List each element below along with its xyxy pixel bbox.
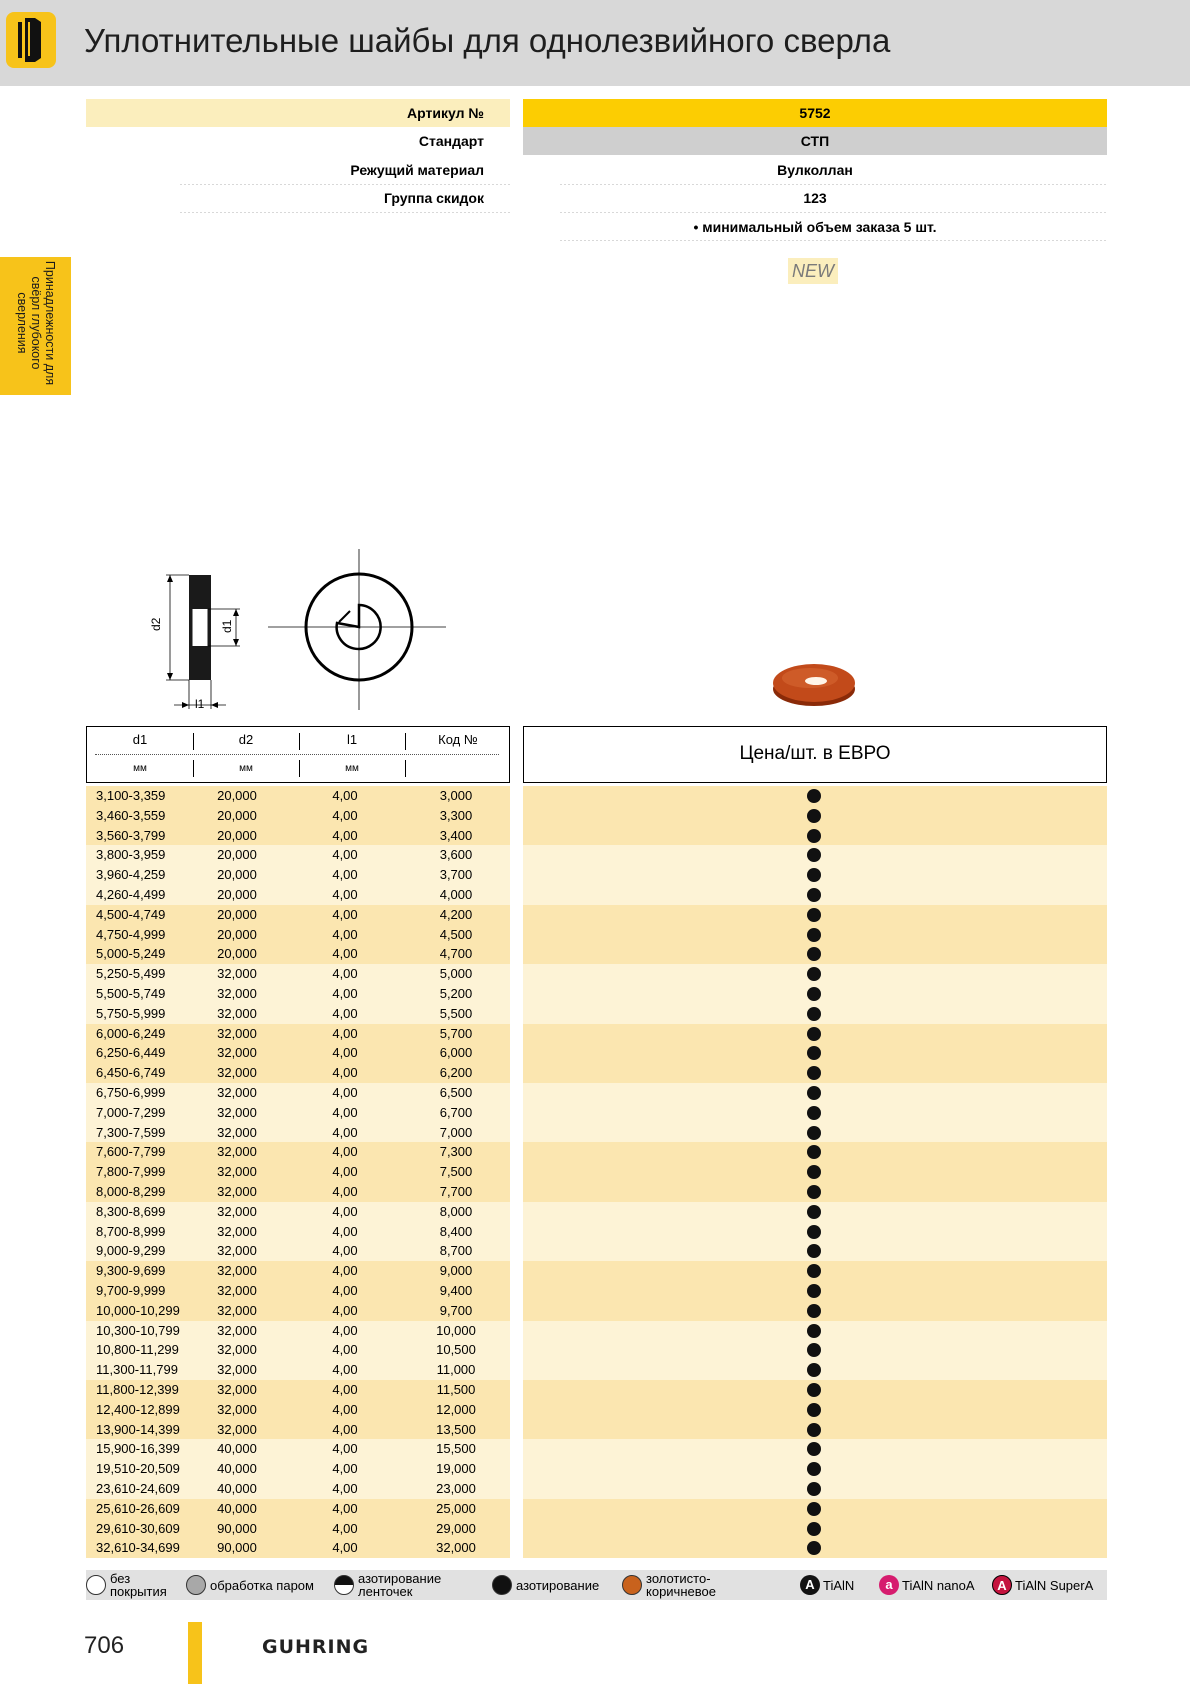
cell-code: 8,700: [439, 1243, 473, 1259]
cell-l1: 4,00: [332, 1184, 358, 1199]
spec-discount-label: Группа скидок: [384, 190, 484, 206]
cell-d2: 32,000: [217, 1263, 257, 1279]
cell-l1: 4,00: [332, 1302, 358, 1318]
legend-ribbon-line2: ленточек: [358, 1584, 413, 1599]
cell-d1: 5,500-5,749: [96, 986, 166, 1001]
spec-standard-value: СТП: [523, 127, 1107, 155]
cell-l1: 4,00: [332, 788, 358, 803]
cell-code: 8,400: [439, 1223, 473, 1239]
cell-code: 11,000: [436, 1362, 476, 1378]
cell-d2: 32,000: [217, 1144, 257, 1160]
table-row: [86, 826, 510, 846]
table-row: [86, 1340, 510, 1360]
table-row: [86, 1281, 510, 1301]
cell-d2: 32,000: [217, 1322, 257, 1338]
cell-d2: 20,000: [217, 807, 257, 823]
table-row: [86, 1063, 510, 1083]
legend-uncoated-line2: покрытия: [110, 1584, 167, 1599]
cell-code: 3,600: [439, 847, 473, 863]
cell-code: 9,000: [439, 1263, 473, 1279]
availability-dot-icon: [807, 1403, 821, 1417]
cell-d1: 10,800-11,299: [96, 1342, 179, 1358]
half-filled-circle-icon: [334, 1575, 354, 1595]
cell-d1: 6,250-6,449: [96, 1045, 166, 1061]
cell-l1: 4,00: [332, 1461, 358, 1477]
cell-code: 3,000: [439, 788, 473, 803]
cell-d1: 9,000-9,299: [96, 1243, 166, 1259]
cell-l1: 4,00: [332, 1065, 358, 1081]
cell-d1: 5,250-5,499: [96, 966, 166, 982]
cell-d2: 20,000: [217, 847, 257, 863]
table-row: [86, 1083, 510, 1103]
table-row: [86, 1123, 510, 1143]
cell-l1: 4,00: [332, 1025, 358, 1041]
cell-d1: 8,700-8,999: [96, 1223, 166, 1239]
table-row: [86, 1103, 510, 1123]
cell-code: 5,000: [439, 966, 473, 982]
cell-l1: 4,00: [332, 906, 358, 922]
cell-l1: 4,00: [332, 1104, 358, 1120]
cell-l1: 4,00: [332, 1124, 358, 1140]
tialn-nano-badge-icon: a: [879, 1575, 899, 1595]
cell-d2: 32,000: [217, 1283, 257, 1298]
cell-code: 4,500: [439, 926, 473, 942]
cell-code: 11,500: [436, 1382, 476, 1397]
cell-d1: 3,960-4,259: [96, 867, 166, 883]
cell-d2: 32,000: [217, 1184, 257, 1199]
cell-l1: 4,00: [332, 1342, 358, 1358]
legend-steam: [186, 1570, 314, 1600]
table-row: [86, 1380, 510, 1400]
cell-d2: 40,000: [217, 1461, 257, 1477]
cell-code: 32,000: [436, 1540, 476, 1556]
cell-d2: 32,000: [217, 1085, 257, 1100]
col-d2-unit: мм: [239, 763, 253, 774]
cell-d2: 32,000: [217, 1243, 257, 1259]
cell-code: 5,200: [439, 986, 473, 1001]
steam-circle-icon: [186, 1575, 206, 1595]
min-order-note: • минимальный объем заказа 5 шт.: [693, 219, 937, 235]
cell-l1: 4,00: [332, 1500, 358, 1516]
cell-l1: 4,00: [332, 1223, 358, 1239]
brand-logo: GUHRING: [262, 1636, 370, 1658]
spec-discount-value: 123: [803, 190, 827, 206]
tialn-badge-icon: A: [800, 1575, 820, 1595]
cell-d1: 25,610-26,609: [96, 1500, 180, 1516]
legend-tialn-label: TiAlN: [823, 1577, 855, 1593]
cell-code: 5,500: [439, 1005, 473, 1021]
availability-dot-icon: [807, 928, 821, 942]
cell-d1: 29,610-30,609: [96, 1520, 180, 1536]
legend-uncoated-line1: без: [110, 1571, 131, 1586]
table-row: [86, 845, 510, 865]
cell-d2: 32,000: [217, 966, 257, 982]
cell-d2: 32,000: [217, 1421, 257, 1437]
cell-d1: 11,300-11,799: [96, 1362, 178, 1378]
table-row: [86, 1519, 510, 1539]
availability-dot-icon: [807, 1027, 821, 1041]
cell-d1: 3,800-3,959: [96, 847, 166, 863]
availability-dot-icon: [807, 789, 821, 803]
table-row: [86, 865, 510, 885]
cell-d1: 6,750-6,999: [96, 1085, 166, 1100]
col-l1-unit: мм: [345, 763, 359, 774]
cell-d1: 9,700-9,999: [96, 1283, 166, 1298]
cell-d2: 90,000: [217, 1520, 257, 1536]
table-row: [86, 1024, 510, 1044]
page-title: Уплотнительные шайбы для однолезвийного сверла: [84, 22, 891, 59]
spec-dividers: [0, 0, 1190, 260]
col-d1-unit: мм: [133, 763, 147, 774]
cell-d1: 6,000-6,249: [96, 1025, 166, 1041]
cell-d1: 4,260-4,499: [96, 887, 166, 902]
cell-d1: 3,100-3,359: [96, 788, 166, 803]
cell-l1: 4,00: [332, 1322, 358, 1338]
cell-d1: 4,750-4,999: [96, 926, 166, 942]
cell-l1: 4,00: [332, 807, 358, 823]
legend-tialn-super-label: TiAlN SuperA: [1015, 1577, 1094, 1593]
cell-code: 7,700: [439, 1184, 473, 1199]
availability-dot-icon: [807, 1106, 821, 1120]
table-row: [86, 1004, 510, 1024]
table-row: [86, 1479, 510, 1499]
cell-d2: 20,000: [217, 906, 257, 922]
cell-d2: 20,000: [217, 887, 257, 902]
cell-d2: 32,000: [217, 1362, 257, 1378]
table-row: [86, 1222, 510, 1242]
cell-d1: 11,800-12,399: [96, 1382, 179, 1397]
cell-l1: 4,00: [332, 1382, 358, 1397]
cell-d1: 19,510-20,509: [96, 1461, 180, 1477]
availability-dot-icon: [807, 1502, 821, 1516]
cell-d2: 20,000: [217, 926, 257, 942]
d1-label: d1: [220, 619, 234, 633]
cell-l1: 4,00: [332, 1283, 358, 1298]
cell-d1: 10,000-10,299: [96, 1302, 180, 1318]
table-row: [86, 1538, 510, 1558]
gold-brown-circle-icon: [622, 1575, 642, 1595]
table-row: [86, 1241, 510, 1261]
cell-d2: 40,000: [217, 1500, 257, 1516]
cell-l1: 4,00: [332, 1045, 358, 1061]
cell-d2: 32,000: [217, 1302, 257, 1318]
table-row: [86, 1400, 510, 1420]
footer-accent-bar: [188, 1622, 202, 1684]
cell-d2: 20,000: [217, 946, 257, 962]
cell-d1: 32,610-34,699: [96, 1540, 180, 1556]
cell-code: 13,500: [436, 1421, 476, 1437]
availability-dot-icon: [807, 1225, 821, 1239]
legend-gold-line2: коричневое: [646, 1584, 716, 1599]
cell-d2: 32,000: [217, 1382, 257, 1397]
price-header: Цена/шт. в ЕВРО: [523, 726, 1107, 783]
cell-d2: 32,000: [217, 1203, 257, 1219]
legend-tialn: [800, 1570, 854, 1600]
cell-l1: 4,00: [332, 1085, 358, 1100]
table-row: [86, 905, 510, 925]
cell-d1: 3,560-3,799: [96, 827, 166, 843]
cell-code: 3,400: [439, 827, 473, 843]
table-header: [86, 726, 510, 783]
cell-d2: 40,000: [217, 1441, 257, 1457]
table-row: [86, 1043, 510, 1063]
availability-dot-icon: [807, 987, 821, 1001]
availability-dot-icon: [807, 809, 821, 823]
cell-code: 15,500: [436, 1441, 476, 1457]
cell-code: 4,200: [439, 906, 473, 922]
cell-l1: 4,00: [332, 1540, 358, 1556]
availability-dot-icon: [807, 1522, 821, 1536]
cell-l1: 4,00: [332, 966, 358, 982]
cell-d2: 32,000: [217, 1005, 257, 1021]
availability-dot-icon: [807, 1205, 821, 1219]
availability-dot-icon: [807, 1185, 821, 1199]
cell-code: 29,000: [436, 1520, 476, 1536]
cell-l1: 4,00: [332, 1441, 358, 1457]
cell-l1: 4,00: [332, 1243, 358, 1259]
spec-material-value: Вулколлан: [777, 162, 853, 178]
table-row: [86, 1182, 510, 1202]
cell-d1: 10,300-10,799: [96, 1322, 180, 1338]
new-badge: NEW: [788, 258, 838, 284]
table-row: [86, 1499, 510, 1519]
cell-l1: 4,00: [332, 1401, 358, 1417]
cell-l1: 4,00: [332, 986, 358, 1001]
legend-gold-brown: [622, 1570, 716, 1600]
table-row: [86, 964, 510, 984]
cell-d2: 20,000: [217, 827, 257, 843]
cell-l1: 4,00: [332, 1203, 358, 1219]
table-row: [86, 786, 510, 806]
cell-code: 7,500: [439, 1164, 473, 1180]
availability-dot-icon: [807, 1086, 821, 1100]
cell-code: 7,300: [439, 1144, 473, 1160]
cell-code: 10,500: [436, 1342, 476, 1358]
cell-code: 6,700: [439, 1104, 473, 1120]
cell-d1: 8,000-8,299: [96, 1184, 166, 1199]
table-row: [86, 1459, 510, 1479]
cell-d2: 32,000: [217, 1045, 257, 1061]
table-row: [86, 1142, 510, 1162]
cell-d1: 6,450-6,749: [96, 1065, 166, 1081]
table-row: [86, 925, 510, 945]
cell-l1: 4,00: [332, 1362, 358, 1378]
availability-dot-icon: [807, 1284, 821, 1298]
col-code-header: Код №: [438, 732, 478, 747]
availability-dot-icon: [807, 1423, 821, 1437]
washer-product-photo: [766, 656, 862, 712]
cell-l1: 4,00: [332, 1520, 358, 1536]
availability-dot-icon: [807, 1126, 821, 1140]
table-row: [86, 1360, 510, 1380]
legend-nitrided: [492, 1570, 599, 1600]
cell-d1: 13,900-14,399: [96, 1421, 180, 1437]
cell-d2: 32,000: [217, 1025, 257, 1041]
cell-d1: 5,000-5,249: [96, 946, 166, 962]
cell-code: 9,400: [439, 1283, 473, 1298]
page-number: 706: [84, 1632, 125, 1659]
cell-d2: 32,000: [217, 1164, 257, 1180]
cell-code: 23,000: [436, 1481, 476, 1496]
cell-d2: 40,000: [217, 1481, 257, 1496]
availability-dot-icon: [807, 829, 821, 843]
washer-technical-drawing: [140, 545, 460, 720]
cell-d2: 32,000: [217, 1124, 257, 1140]
table-row: [86, 885, 510, 905]
legend-steam-label: обработка паром: [210, 1577, 314, 1593]
coating-legend: [86, 1570, 1107, 1600]
cell-code: 8,000: [439, 1203, 473, 1219]
cell-d2: 32,000: [217, 1065, 257, 1081]
col-d2-header: d2: [238, 732, 254, 747]
cell-d1: 12,400-12,899: [96, 1401, 180, 1417]
cell-d1: 8,300-8,699: [96, 1203, 166, 1219]
cell-l1: 4,00: [332, 867, 358, 883]
cell-l1: 4,00: [332, 1164, 358, 1180]
cell-l1: 4,00: [332, 1481, 358, 1496]
spec-article-label: Артикул №: [86, 99, 510, 127]
tialn-super-badge-icon: A: [992, 1575, 1012, 1595]
cell-d1: 7,000-7,299: [96, 1104, 166, 1120]
cell-code: 12,000: [436, 1401, 476, 1417]
cell-l1: 4,00: [332, 926, 358, 942]
cell-code: 7,000: [439, 1124, 473, 1140]
cell-l1: 4,00: [332, 1144, 358, 1160]
cell-d1: 7,800-7,999: [96, 1164, 166, 1180]
table-row: [86, 806, 510, 826]
cell-code: 6,000: [439, 1045, 473, 1061]
table-row: [86, 984, 510, 1004]
cell-d2: 90,000: [217, 1540, 257, 1556]
cell-l1: 4,00: [332, 887, 358, 902]
legend-ribbon-nitrided: [334, 1570, 441, 1600]
table-row: [86, 1261, 510, 1281]
table-row: [86, 1202, 510, 1222]
l1-label: l1: [195, 697, 205, 711]
availability-dot-icon: [807, 1324, 821, 1338]
cell-d2: 32,000: [217, 986, 257, 1001]
uncoated-circle-icon: [86, 1575, 106, 1595]
cell-code: 3,300: [439, 807, 473, 823]
cell-d2: 32,000: [217, 1223, 257, 1239]
cell-code: 6,500: [439, 1085, 473, 1100]
legend-tialn-super: [992, 1570, 1093, 1600]
cell-d1: 3,460-3,559: [96, 807, 166, 823]
availability-dot-icon: [807, 908, 821, 922]
legend-gold-line1: золотисто-: [646, 1571, 711, 1586]
cell-code: 4,000: [439, 887, 473, 902]
cell-l1: 4,00: [332, 1421, 358, 1437]
cell-d1: 4,500-4,749: [96, 906, 166, 922]
legend-nitrided-label: азотирование: [516, 1577, 600, 1593]
cell-d2: 20,000: [217, 867, 257, 883]
cell-code: 4,700: [439, 946, 473, 962]
table-row: [86, 1439, 510, 1459]
legend-ribbon-line1: азотирование: [358, 1571, 442, 1586]
cell-code: 9,700: [439, 1302, 473, 1318]
availability-dot-icon: [807, 1383, 821, 1397]
side-category-tab[interactable]: [0, 257, 71, 395]
cell-code: 3,700: [439, 867, 473, 883]
cell-l1: 4,00: [332, 1263, 358, 1279]
cell-l1: 4,00: [332, 847, 358, 863]
cell-d2: 32,000: [217, 1342, 257, 1358]
cell-d1: 7,600-7,799: [96, 1144, 166, 1160]
spec-article-value: 5752: [523, 99, 1107, 127]
cell-d2: 32,000: [217, 1104, 257, 1120]
table-row: [86, 1321, 510, 1341]
cell-code: 10,000: [436, 1322, 476, 1338]
cell-d1: 9,300-9,699: [96, 1263, 166, 1279]
cell-code: 25,000: [436, 1500, 476, 1516]
table-row: [86, 944, 510, 964]
availability-dot-icon: [807, 1482, 821, 1496]
cell-d2: 20,000: [217, 788, 257, 803]
col-d1-header: d1: [132, 732, 148, 747]
cell-l1: 4,00: [332, 946, 358, 962]
cell-code: 19,000: [436, 1461, 476, 1477]
cell-code: 6,200: [439, 1065, 473, 1081]
availability-dot-icon: [807, 888, 821, 902]
legend-tialn-nano: [879, 1570, 975, 1600]
cell-l1: 4,00: [332, 1005, 358, 1021]
table-row: [86, 1162, 510, 1182]
d2-label: d2: [149, 617, 163, 631]
table-row: [86, 1301, 510, 1321]
cell-d2: 32,000: [217, 1401, 257, 1417]
cell-d1: 15,900-16,399: [96, 1441, 180, 1457]
spec-material-label: Режущий материал: [350, 162, 484, 178]
cell-code: 5,700: [439, 1025, 473, 1041]
table-row: [86, 1420, 510, 1440]
cell-l1: 4,00: [332, 827, 358, 843]
side-tab-label: Принадлежности для свёрл глубокого сверления: [15, 260, 57, 386]
legend-tialn-nano-label: TiAlN nanoA: [902, 1577, 975, 1593]
spec-standard-label: Стандарт: [418, 133, 484, 149]
cell-d1: 23,610-24,609: [96, 1481, 180, 1496]
col-l1-header: l1: [346, 732, 358, 747]
cell-d1: 7,300-7,599: [96, 1124, 166, 1140]
legend-uncoated: [86, 1570, 167, 1600]
availability-dot-icon: [807, 1007, 821, 1021]
filled-circle-icon: [492, 1575, 512, 1595]
cell-d1: 5,750-5,999: [96, 1005, 166, 1021]
availability-dot-icon: [807, 1304, 821, 1318]
